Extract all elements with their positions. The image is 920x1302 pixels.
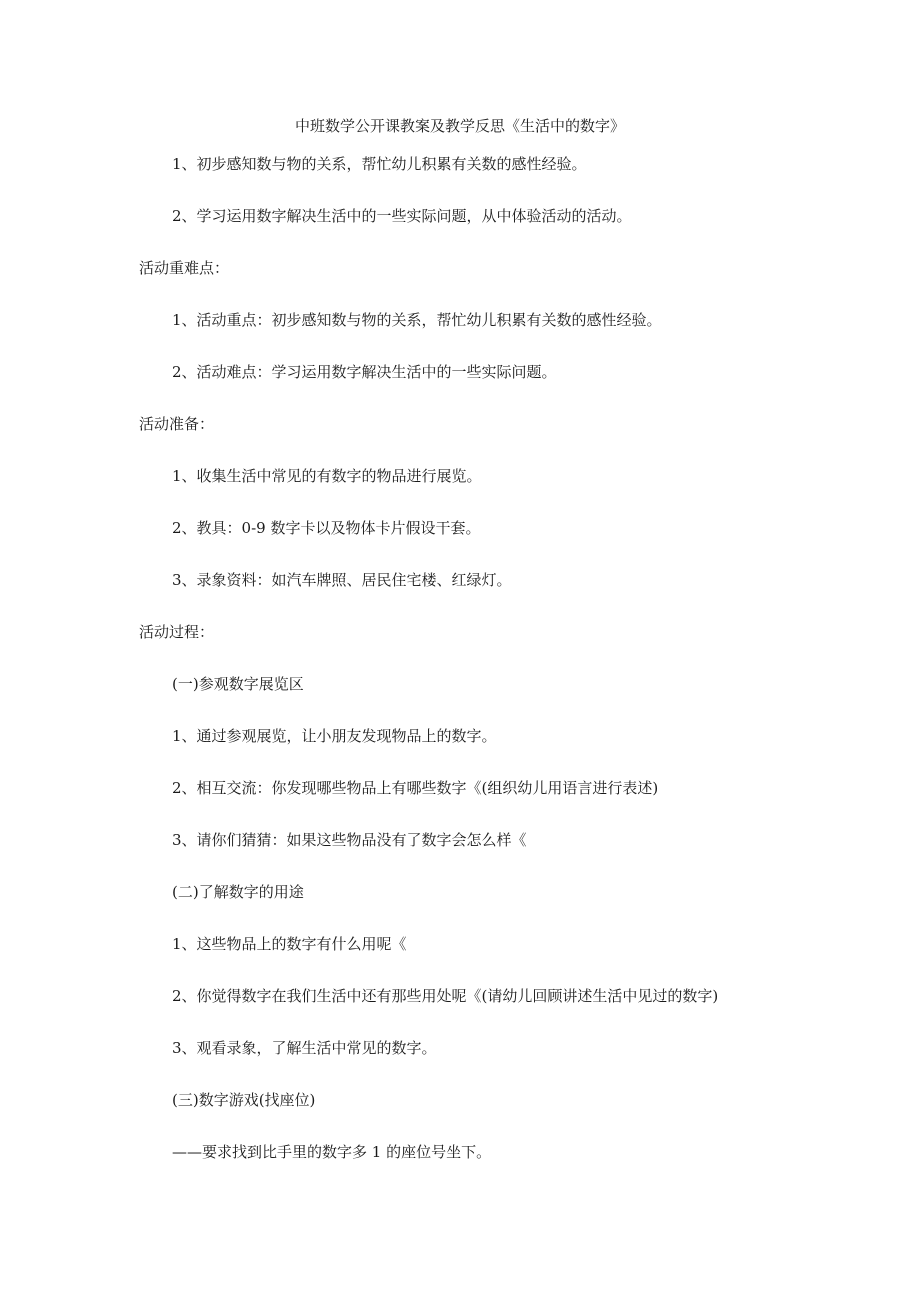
process-part-3-rule: ——要求找到比手里的数字多 1 的座位号坐下。: [172, 1143, 492, 1161]
section-heading-preparation: 活动准备：: [139, 415, 215, 433]
preparation-3: 3、录象资料：如汽车牌照、居民住宅楼、红绿灯。: [172, 571, 512, 589]
key-point-1: 1、活动重点：初步感知数与物的关系，帮忙幼儿积累有关数的感性经验。: [172, 311, 662, 329]
preparation-1: 1、收集生活中常见的有数字的物品进行展览。: [172, 467, 482, 485]
goal-1: 1、初步感知数与物的关系，帮忙幼儿积累有关数的感性经验。: [172, 155, 587, 173]
process-part-1-step-1: 1、通过参观展览，让小朋友发现物品上的数字。: [172, 727, 497, 745]
process-part-2-step-1: 1、这些物品上的数字有什么用呢《: [172, 935, 407, 953]
goal-2: 2、学习运用数字解决生活中的一些实际问题，从中体验活动的活动。: [172, 207, 632, 225]
process-part-1-step-2: 2、相互交流：你发现哪些物品上有哪些数字《(组织幼儿用语言进行表述): [172, 779, 659, 797]
process-part-2-step-2: 2、你觉得数字在我们生活中还有那些用处呢《(请幼儿回顾讲述生活中见过的数字): [172, 987, 719, 1005]
process-part-2-step-3: 3、观看录象，了解生活中常见的数字。: [172, 1039, 437, 1057]
document-title: 中班数学公开课教案及教学反思《生活中的数字》: [294, 117, 625, 135]
process-part-1-step-3: 3、请你们猜猜：如果这些物品没有了数字会怎么样《: [172, 831, 527, 849]
section-heading-key-points: 活动重难点：: [139, 259, 230, 277]
process-part-1-heading: (一)参观数字展览区: [172, 675, 304, 693]
section-heading-process: 活动过程：: [139, 623, 215, 641]
preparation-2: 2、教具：0-9 数字卡以及物体卡片假设干套。: [172, 519, 481, 537]
process-part-2-heading: (二)了解数字的用途: [172, 883, 304, 901]
process-part-3-heading: (三)数字游戏(找座位): [172, 1091, 316, 1109]
key-point-2: 2、活动难点：学习运用数字解决生活中的一些实际问题。: [172, 363, 557, 381]
